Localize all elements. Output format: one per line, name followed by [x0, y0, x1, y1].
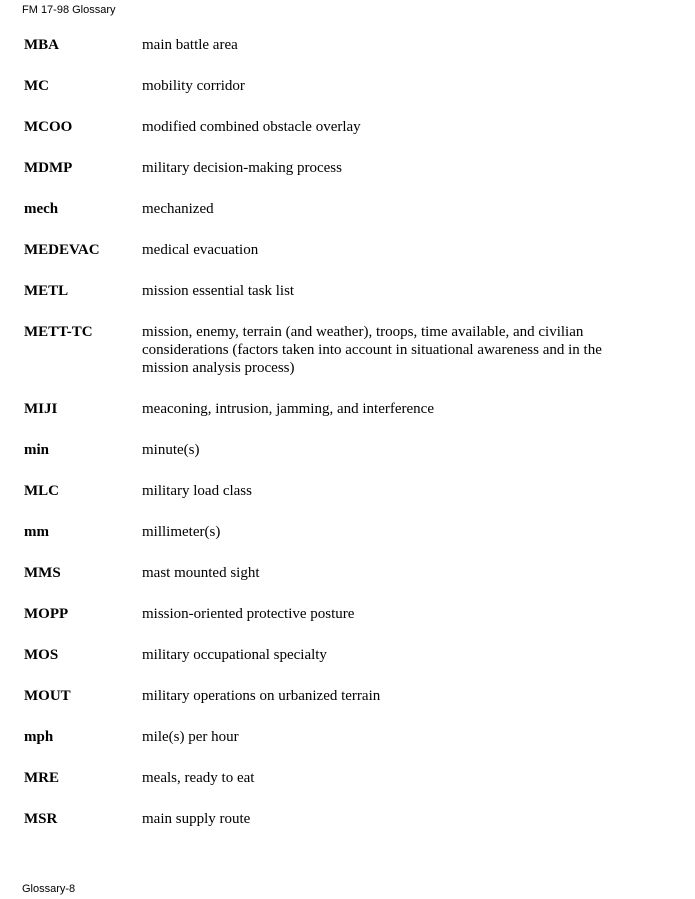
glossary-definition: mission, enemy, terrain (and weather), troops, time available, and civilian considerations (factors taken into account in situational awareness and in the mission analysis process) [142, 324, 602, 376]
glossary-term: MMS [24, 565, 61, 581]
glossary-entry [24, 323, 664, 377]
glossary-entry [24, 728, 664, 746]
glossary-definition: mission-oriented protective posture [142, 606, 355, 622]
glossary-entry [24, 400, 664, 418]
glossary-term: MC [24, 78, 49, 94]
glossary-definition: meaconing, intrusion, jamming, and interference [142, 401, 434, 417]
glossary-entry [24, 687, 664, 705]
glossary-entry [24, 118, 664, 136]
glossary-entry [24, 441, 664, 459]
glossary-entry [24, 200, 664, 218]
glossary-definition: meals, ready to eat [142, 770, 255, 786]
glossary-term: MOS [24, 647, 59, 663]
glossary-term: MSR [24, 811, 58, 827]
glossary-term: METT-TC [24, 324, 93, 340]
glossary-term: MIJI [24, 401, 58, 417]
glossary-term: mph [24, 729, 54, 745]
glossary-term: MDMP [24, 160, 73, 176]
glossary-term: mm [24, 524, 49, 540]
glossary-term: MBA [24, 37, 59, 53]
glossary-entry [24, 769, 664, 787]
running-header: FM 17-98 Glossary [22, 4, 116, 16]
glossary-definition: medical evacuation [142, 242, 259, 258]
glossary-entry [24, 241, 664, 259]
glossary-definition: military occupational specialty [142, 647, 327, 663]
glossary-definition: main supply route [142, 811, 251, 827]
glossary-entry [24, 523, 664, 541]
glossary-term: METL [24, 283, 69, 299]
glossary-term: MLC [24, 483, 59, 499]
glossary-entry [24, 482, 664, 500]
glossary-entry [24, 564, 664, 582]
glossary-term: mech [24, 201, 59, 217]
glossary-entry [24, 605, 664, 623]
glossary-term: MOUT [24, 688, 71, 704]
glossary-entry [24, 77, 664, 95]
glossary-term: MOPP [24, 606, 69, 622]
glossary-entry [24, 36, 664, 54]
glossary-definition: mobility corridor [142, 78, 245, 94]
glossary-definition: mile(s) per hour [142, 729, 239, 745]
glossary-definition: military load class [142, 483, 252, 499]
glossary-definition: main battle area [142, 37, 238, 53]
page-number-footer: Glossary-8 [22, 883, 76, 895]
glossary-definition: modified combined obstacle overlay [142, 119, 361, 135]
glossary-list [24, 36, 664, 851]
glossary-entry [24, 282, 664, 300]
glossary-term: min [24, 442, 50, 458]
glossary-definition: millimeter(s) [142, 524, 221, 540]
glossary-term: MRE [24, 770, 59, 786]
glossary-definition: mechanized [142, 201, 214, 217]
glossary-definition: military decision-making process [142, 160, 342, 176]
glossary-definition: military operations on urbanized terrain [142, 688, 381, 704]
glossary-entry [24, 810, 664, 828]
glossary-term: MCOO [24, 119, 73, 135]
glossary-term: MEDEVAC [24, 242, 100, 258]
glossary-definition: mast mounted sight [142, 565, 260, 581]
glossary-entry [24, 646, 664, 664]
glossary-entry [24, 159, 664, 177]
glossary-definition: minute(s) [142, 442, 200, 458]
glossary-definition: mission essential task list [142, 283, 295, 299]
